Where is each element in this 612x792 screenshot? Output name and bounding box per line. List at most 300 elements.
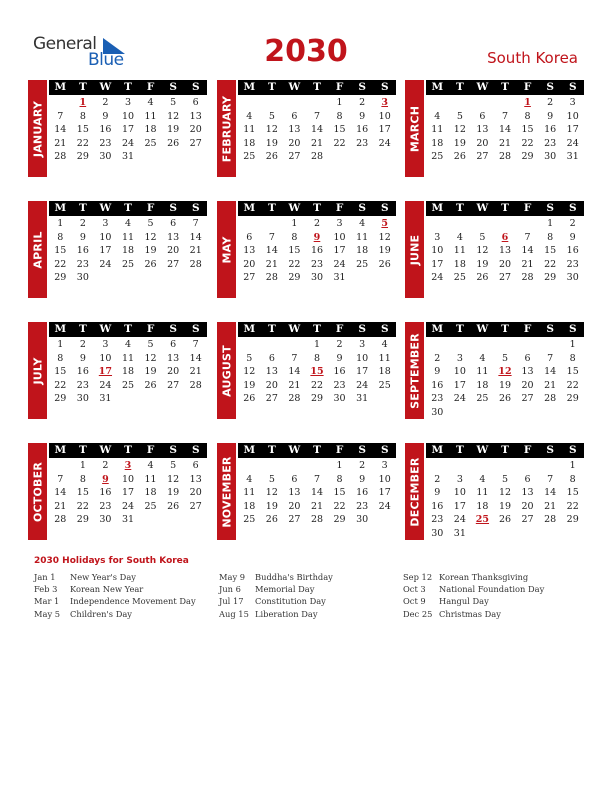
day-cell: 27 (167, 258, 180, 270)
holiday-day-cell: 12 (498, 366, 512, 377)
month-may (217, 201, 397, 298)
weekday-header (426, 322, 584, 337)
weekday-label: F (335, 202, 344, 214)
empty-day-cell (539, 459, 562, 473)
holiday-date: Aug 15 (219, 608, 249, 619)
weekday-label: W (476, 323, 489, 335)
month-april (28, 201, 208, 298)
day-cell: 29 (54, 272, 67, 283)
day-cell: 11 (476, 487, 489, 498)
day-cell: 27 (167, 379, 180, 391)
empty-day-cell (539, 338, 562, 352)
day-cell: 2 (79, 339, 86, 350)
day-cell: 27 (498, 272, 512, 283)
weekday-label: W (99, 202, 112, 214)
day-cell: 5 (170, 97, 177, 108)
empty-day-cell (261, 338, 284, 352)
holiday-column (34, 571, 214, 620)
weekday-label: T (267, 444, 276, 456)
weekday-header (49, 443, 207, 458)
day-cell: 22 (76, 500, 89, 512)
day-cell: 5 (147, 218, 154, 229)
weekday-label: T (501, 81, 509, 93)
day-cell: 2 (569, 218, 576, 229)
weekday-label: S (191, 81, 200, 93)
day-cell: 1 (569, 339, 576, 350)
weekday-label: W (99, 323, 112, 335)
weekday-label: T (267, 81, 276, 93)
day-cell: 16 (431, 500, 444, 512)
day-cell: 23 (356, 137, 369, 149)
day-cell: 30 (431, 406, 444, 418)
day-cell: 28 (54, 151, 67, 162)
day-cell: 25 (356, 258, 369, 270)
day-cell: 22 (333, 500, 346, 512)
empty-day-cell (516, 459, 539, 473)
month-name: JULY (31, 356, 44, 385)
day-cell: 4 (124, 339, 132, 350)
day-cell: 15 (333, 124, 346, 135)
day-cell: 24 (453, 514, 466, 525)
day-cell: 16 (356, 487, 369, 498)
weekday-label: S (380, 323, 389, 335)
day-cell: 18 (144, 487, 157, 498)
weekday-label: F (335, 444, 344, 456)
weekday-label: W (288, 81, 301, 93)
empty-day-cell (494, 338, 517, 352)
weekday-label: S (546, 202, 554, 214)
holiday-row (219, 583, 399, 595)
day-cell: 28 (544, 514, 557, 525)
empty-day-cell (449, 96, 472, 110)
day-cell: 22 (521, 137, 534, 149)
day-cell: 11 (243, 487, 256, 498)
month-january (28, 80, 208, 177)
day-cell: 19 (167, 487, 180, 498)
day-cell: 17 (378, 487, 391, 498)
day-cell: 17 (378, 124, 391, 135)
day-cell: 28 (189, 379, 202, 391)
holiday-day-cell: 9 (102, 473, 109, 485)
day-cell: 9 (547, 110, 554, 122)
day-cell: 4 (479, 352, 486, 364)
day-cell: 28 (54, 514, 67, 525)
day-grid (238, 96, 396, 164)
weekday-label: M (431, 81, 444, 93)
month-september (405, 322, 585, 419)
day-cell: 14 (288, 366, 301, 377)
day-cell: 25 (121, 379, 135, 391)
day-cell: 25 (121, 258, 135, 270)
day-cell: 21 (310, 137, 324, 149)
holiday-date: Feb 3 (34, 584, 58, 595)
logo (33, 34, 133, 74)
day-cell: 7 (57, 473, 64, 485)
day-cell: 22 (333, 137, 346, 149)
holiday-date: Dec 25 (403, 608, 433, 619)
day-cell: 3 (102, 218, 109, 229)
day-cell: 31 (121, 514, 135, 525)
day-cell: 3 (456, 473, 463, 485)
day-cell: 11 (121, 352, 135, 364)
day-cell: 14 (521, 245, 534, 256)
day-cell: 20 (476, 137, 489, 149)
day-cell: 16 (99, 124, 112, 135)
weekday-label: F (146, 202, 155, 214)
day-cell: 4 (434, 110, 441, 122)
day-cell: 4 (246, 473, 253, 485)
empty-day-cell (283, 459, 306, 473)
weekday-label: W (476, 202, 489, 214)
day-cell: 7 (57, 110, 64, 122)
holiday-column (219, 571, 399, 620)
day-cell: 9 (434, 366, 441, 377)
weekday-label: T (455, 323, 464, 335)
month-name: JUNE (408, 234, 421, 265)
weekday-label: S (380, 444, 389, 456)
day-cell: 3 (359, 339, 366, 350)
day-cell: 19 (498, 500, 512, 512)
month-name: MAY (220, 236, 233, 263)
month-name: JANUARY (31, 100, 44, 157)
day-cell: 28 (189, 258, 202, 270)
day-cell: 26 (498, 393, 512, 404)
day-cell: 21 (498, 137, 512, 149)
month-label-bar (217, 443, 236, 540)
day-cell: 5 (268, 473, 275, 485)
weekday-label: S (169, 81, 177, 93)
weekday-label: F (335, 81, 344, 93)
day-cell: 4 (381, 339, 388, 350)
holiday-name: Buddha's Birthday (255, 572, 333, 582)
day-cell: 13 (243, 245, 256, 256)
day-cell: 5 (268, 110, 275, 122)
holiday-date: May 5 (34, 608, 61, 619)
holiday-row (403, 571, 583, 583)
day-cell: 19 (476, 258, 489, 270)
day-cell: 4 (147, 97, 154, 108)
day-grid (238, 217, 396, 285)
empty-day-cell (449, 217, 472, 231)
holiday-row (403, 608, 583, 620)
holiday-day-cell: 3 (124, 460, 132, 471)
day-cell: 30 (99, 151, 112, 162)
day-cell: 12 (265, 124, 278, 135)
weekday-label: S (568, 323, 577, 335)
day-cell: 14 (310, 124, 324, 135)
day-cell: 16 (566, 245, 579, 256)
holiday-date: Jul 17 (219, 596, 244, 607)
day-cell: 24 (566, 137, 579, 149)
day-cell: 23 (310, 258, 324, 270)
day-cell: 2 (336, 339, 343, 350)
month-label-bar (28, 201, 47, 298)
day-cell: 30 (356, 514, 369, 525)
month-name: FEBRUARY (220, 95, 233, 162)
empty-day-cell (494, 459, 517, 473)
month-name: OCTOBER (31, 461, 44, 522)
day-cell: 7 (268, 231, 275, 243)
weekday-label: T (78, 81, 87, 93)
day-cell: 11 (453, 245, 466, 256)
empty-day-cell (238, 459, 261, 473)
month-december (405, 443, 585, 540)
weekday-header (238, 80, 396, 95)
holiday-day-cell: 3 (381, 97, 389, 108)
holiday-name: Constitution Day (255, 596, 326, 607)
weekday-label: F (146, 323, 155, 335)
day-cell: 22 (310, 379, 324, 391)
weekday-label: S (546, 323, 554, 335)
day-cell: 18 (356, 245, 369, 256)
weekday-label: T (455, 81, 464, 93)
weekday-header (426, 443, 584, 458)
day-cell: 17 (453, 379, 466, 391)
day-cell: 15 (288, 245, 301, 256)
day-cell: 13 (189, 473, 202, 485)
day-cell: 8 (569, 352, 576, 364)
day-cell: 15 (54, 245, 67, 256)
day-cell: 2 (547, 97, 554, 108)
day-cell: 6 (192, 97, 199, 108)
holiday-name: New Year's Day (70, 572, 136, 582)
empty-day-cell (238, 96, 261, 110)
day-cell: 10 (356, 352, 369, 364)
day-grid (49, 338, 207, 406)
day-cell: 4 (456, 231, 463, 243)
month-name: NOVEMBER (220, 455, 233, 528)
day-cell: 9 (359, 110, 366, 122)
day-cell: 19 (243, 379, 256, 391)
day-cell: 17 (566, 124, 579, 135)
weekday-label: F (523, 444, 532, 456)
day-cell: 27 (288, 151, 301, 162)
weekday-label: S (568, 444, 577, 456)
day-cell: 24 (99, 258, 112, 270)
day-cell: 26 (243, 393, 256, 404)
day-cell: 31 (566, 151, 579, 162)
day-cell: 29 (521, 151, 534, 162)
day-cell: 24 (378, 137, 391, 149)
empty-day-cell (494, 96, 517, 110)
weekday-label: W (288, 323, 301, 335)
day-cell: 20 (288, 500, 301, 512)
day-cell: 14 (54, 124, 67, 135)
day-cell: 6 (170, 218, 177, 229)
day-cell: 20 (189, 487, 202, 498)
day-cell: 24 (121, 137, 135, 149)
weekday-label: T (313, 202, 321, 214)
holiday-date: May 9 (219, 572, 246, 582)
day-cell: 15 (76, 124, 89, 135)
day-cell: 30 (99, 514, 112, 525)
day-cell: 24 (453, 393, 466, 404)
day-cell: 7 (547, 352, 554, 364)
day-cell: 8 (79, 110, 86, 122)
day-cell: 22 (566, 379, 579, 391)
month-october (28, 443, 208, 540)
day-cell: 26 (265, 151, 278, 162)
day-cell: 22 (54, 379, 67, 391)
day-cell: 27 (265, 393, 278, 404)
weekday-label: T (124, 202, 132, 214)
day-cell: 7 (313, 473, 321, 485)
month-name: MARCH (408, 105, 421, 152)
day-cell: 13 (521, 487, 534, 498)
day-cell: 5 (456, 110, 463, 122)
day-cell: 28 (498, 151, 512, 162)
day-cell: 6 (291, 110, 298, 122)
empty-day-cell (471, 338, 494, 352)
day-cell: 26 (453, 151, 466, 162)
day-cell: 12 (167, 473, 180, 485)
day-cell: 11 (356, 231, 369, 243)
holiday-row (34, 608, 214, 620)
day-cell: 21 (189, 245, 202, 256)
day-cell: 29 (310, 393, 324, 404)
day-cell: 14 (189, 231, 202, 243)
day-cell: 7 (547, 473, 554, 485)
weekday-label: F (146, 444, 155, 456)
holiday-name: Korean Thanksgiving (439, 572, 529, 582)
day-grid (49, 96, 207, 164)
weekday-label: T (455, 444, 464, 456)
holiday-row (34, 595, 214, 607)
day-cell: 15 (566, 366, 579, 377)
weekday-label: S (191, 323, 200, 335)
day-cell: 6 (479, 110, 486, 122)
empty-day-cell (49, 96, 72, 110)
weekday-label: T (124, 323, 132, 335)
day-cell: 3 (381, 460, 388, 471)
day-cell: 6 (192, 460, 199, 471)
holiday-date: Oct 9 (403, 596, 426, 607)
day-cell: 13 (189, 110, 202, 122)
weekday-header (49, 201, 207, 216)
day-cell: 1 (336, 460, 343, 471)
weekday-label: M (243, 202, 256, 214)
weekday-label: S (358, 444, 366, 456)
day-cell: 16 (76, 366, 89, 377)
day-cell: 31 (356, 393, 369, 404)
day-cell: 17 (356, 366, 369, 377)
day-cell: 11 (243, 124, 256, 135)
day-cell: 26 (144, 258, 157, 270)
day-cell: 8 (57, 231, 64, 243)
day-cell: 18 (121, 366, 135, 377)
day-cell: 4 (147, 460, 154, 471)
day-cell: 23 (544, 137, 557, 149)
day-cell: 30 (76, 393, 89, 404)
day-cell: 31 (333, 272, 346, 283)
day-cell: 18 (243, 137, 256, 149)
holiday-row (34, 571, 214, 583)
holiday-date: Oct 3 (403, 584, 426, 595)
holiday-row (403, 583, 583, 595)
day-cell: 15 (544, 245, 557, 256)
day-cell: 9 (569, 231, 576, 243)
holiday-column (403, 571, 583, 620)
holiday-date: Jun 6 (219, 584, 241, 595)
weekday-header (49, 322, 207, 337)
holiday-day-cell: 6 (501, 231, 509, 243)
day-cell: 19 (453, 137, 466, 149)
day-cell: 21 (54, 500, 67, 512)
day-cell: 31 (121, 151, 135, 162)
day-cell: 13 (521, 366, 534, 377)
day-cell: 5 (479, 231, 486, 243)
day-cell: 23 (431, 393, 444, 404)
day-cell: 2 (359, 460, 366, 471)
day-cell: 24 (99, 379, 112, 391)
weekday-header (238, 443, 396, 458)
weekday-label: S (546, 444, 554, 456)
empty-day-cell (306, 459, 329, 473)
day-cell: 20 (498, 258, 512, 270)
day-cell: 23 (76, 379, 89, 391)
day-cell: 29 (566, 393, 579, 404)
weekday-label: S (358, 202, 366, 214)
weekday-label: T (78, 202, 87, 214)
weekday-label: S (169, 202, 177, 214)
day-cell: 11 (144, 110, 157, 122)
weekday-label: M (431, 323, 444, 335)
empty-day-cell (516, 217, 539, 231)
day-cell: 25 (453, 272, 466, 283)
empty-day-cell (261, 459, 284, 473)
day-cell: 21 (288, 379, 301, 391)
day-cell: 21 (544, 500, 557, 512)
weekday-label: F (523, 81, 532, 93)
day-cell: 1 (291, 218, 298, 229)
day-cell: 14 (544, 487, 557, 498)
day-cell: 11 (378, 352, 391, 364)
holiday-row (34, 583, 214, 595)
day-cell: 13 (167, 231, 180, 243)
holiday-row (219, 608, 399, 620)
day-cell: 2 (313, 218, 321, 229)
day-cell: 1 (79, 460, 86, 471)
holiday-name: National Foundation Day (439, 584, 545, 595)
month-june (405, 201, 585, 298)
day-cell: 1 (57, 339, 64, 350)
day-cell: 8 (313, 352, 321, 364)
day-cell: 28 (265, 272, 278, 283)
weekday-label: S (358, 81, 366, 93)
day-cell: 1 (57, 218, 64, 229)
day-cell: 3 (336, 218, 343, 229)
day-cell: 13 (265, 366, 278, 377)
weekday-label: S (568, 81, 577, 93)
weekday-label: T (313, 81, 321, 93)
day-cell: 22 (288, 258, 301, 270)
day-cell: 26 (378, 258, 391, 270)
day-cell: 3 (102, 339, 109, 350)
weekday-label: T (124, 81, 132, 93)
day-cell: 19 (498, 379, 512, 391)
day-cell: 12 (265, 487, 278, 498)
weekday-label: M (431, 444, 444, 456)
weekday-label: M (54, 444, 67, 456)
month-august (217, 322, 397, 419)
day-cell: 6 (246, 231, 253, 243)
day-cell: 10 (566, 110, 579, 122)
day-cell: 25 (144, 137, 157, 149)
empty-day-cell (238, 338, 261, 352)
day-cell: 14 (265, 245, 278, 256)
empty-day-cell (471, 459, 494, 473)
weekday-header (238, 201, 396, 216)
